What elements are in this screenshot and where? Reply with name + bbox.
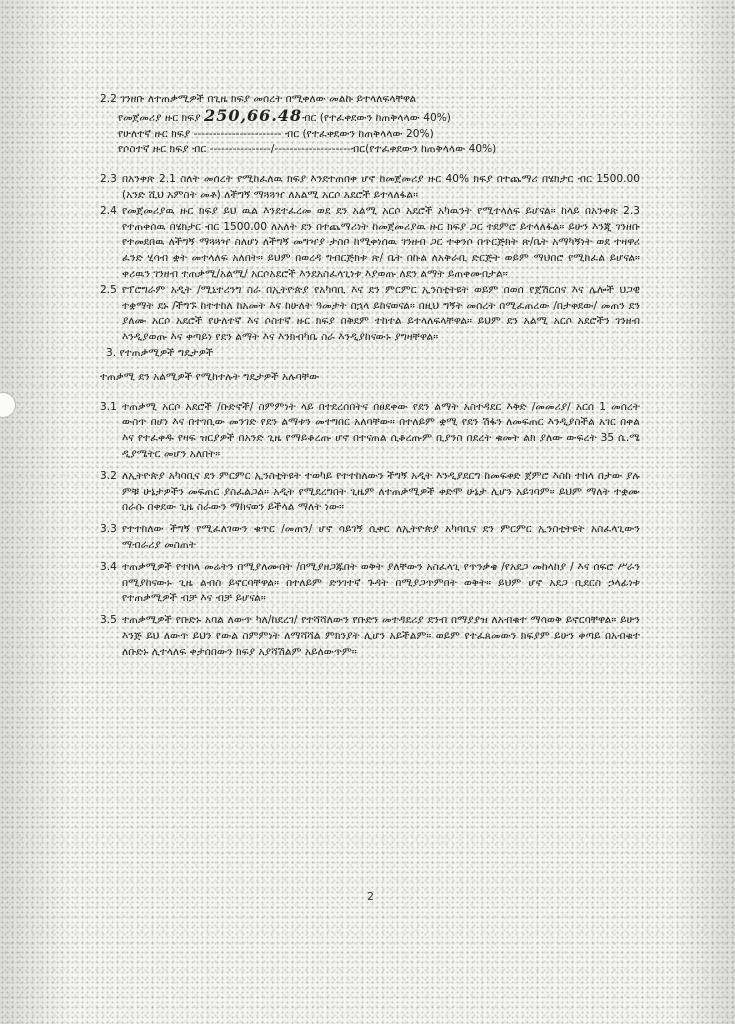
second-installment-line: የሁለተኛ ዙር ክፍያ ----------------------- ብር (የተፈቀደውን ከጠቅላላው 20%): [118, 127, 434, 140]
first-installment-prefix: የመጀመሪያ ዙር ክፍያ: [118, 111, 201, 124]
obligation-number: 3.2: [100, 469, 117, 482]
obligation-number: 3.4: [100, 560, 117, 573]
section-2-5: [100, 283, 640, 346]
obligation-text: ተጠቃሚዎች የተከላ መሬትን በሚያለሙበት /በሚያዘጋጁበት ወቅት ያለቸውን አስፈላጊ የጥንቃቄ /የአደጋ መከላከያ / እና ሰፍሮ ሥራን በሚያከናውኑ ጊዜ ልብስ ይኖርባቸዋል። በተለይም ድንገተኛ ጉዳት በሚያጋጥምበት ወቅት። ይህም ሆኖ አደጋ ቢደርስ ኃላፊነቱ የተጠቃሚዎች ብቻ እና ብቻ ይሆናል።: [122, 560, 640, 605]
section-2-2-title: ገንዘቡ ለተጠቃሚዎች በጊዜ ክፍያ መሰረት በሚቀለው መልኩ ይተላለፍላቸዋል: [120, 93, 417, 105]
obligation-number: 3.3: [100, 523, 117, 536]
obligation-text: ለኢትዮጵያ አካባቢና ደን ምርምር ኢንስቲትዩት ተወካይ የተተከለውን ችግኝ አዲት እንዲያደርግ ከመፍቀድ ጀምሮ እስከ ተከላ በታው ያሉ ምቹ ሁኔታዎችን መፍጠር ያስፈልጋል። አዲት የሚደረግበት ጊዜም ለተጠቃሚዎች ቀድሞ ሁኔታ ሊሆን አይገባም። ይህም ማለት ተቋሙ በራሱ በቀደው ጊዜ ስራውን ማከናወን ይችላል ማለት ነው።: [122, 469, 640, 514]
third-installment-line: የሶስተኛ ዙር ክፍያ ብር ----------------/--------------------ብር(የተፈቀደውን ከጠቅላላው 40%): [118, 143, 497, 156]
section-2-3-text: በአንቀጽ 2.1 ስለት መሰረት የሚከፈለዉ ክፍያ እንደተጠበቀ ሆኖ ከመጀመሪያ ዙር 40% ክፍያ በተጨማሪ በሄክታር ብር 1500.00 (አንድ ሺህ አምስት መቶ) ለችግኝ ማጓጓዣ ለአልሚ አርሶ አደሮች ይተላለፋል።: [122, 173, 640, 201]
document-body: [100, 92, 640, 667]
obligation-item: [100, 613, 640, 660]
section-2-3: [100, 172, 640, 204]
handwritten-amount: 250,66.48: [204, 107, 303, 125]
section-2-5-number: 2.5: [100, 283, 117, 296]
section-2-2: [100, 92, 640, 158]
section-2-2-title-line: [100, 92, 640, 108]
section-2-4-text: የመጀመሪያዉ ዙር ክፍያ ይህ ዉል እንደተፈረመ ወደ ደን አልሚ አርሶ አደሮች አካዉንት የሚተላለፍ ይሆናል። ከላይ በአንቀጽ 2.3 የተጠቀሰዉ በሄክታር ብር 1500.00 ለአለት ደን በተጨማሪነት ከመጀመሪያዉ ዙር ክፍያ ጋር ተደምሮ ይተላለፋል። ይሁን እንጂ ገንዘቡ የተመደበዉ ለችግኝ ማጓጓዣ ስለሆነ ለችግኝ መግዣያ ታስቦ ከሚቀነሰዉ ገንዘብ ጋር ተቀንሶ በጥርጅክት ጽ/ቤት አማካኝነት ወደ ተዛዋሪ ፈንድ ሂሳብ ቋት መተላለፍ አለበት። ይህም በወረዳ ግብርጅክቱ ጽ/ ቤት በኩል ለአቅራቢ ድርጅት ወይም ማህበሮ የሚከፈል ይሆናል። ቀሪዉን ገንዘብ ተጠቃሚ/አልሚ/ አርሶአደሮች እንደአስፈላጊነቱ እያወጡ ለደን ልማት ይጠቀሙበታል።: [122, 204, 640, 280]
first-installment-line: [100, 108, 640, 127]
obligation-number: 3.5: [100, 614, 117, 627]
obligation-number: 3.1: [100, 400, 117, 413]
obligation-item: [100, 400, 640, 463]
obligations-list: [100, 400, 640, 661]
scan-shadow-left: [0, 0, 70, 1024]
obligation-text: ተጠቃሚ አርሶ አደሮች /ቡድኖች/ ስምምነት ላይ በተደረሰበትና በፀደቀው የደን ልማት አስተዳደር እቅድ /መመሪያ/ አርሰ 1 መሰረት ውስጥ በሆነ እና በተገቢው መንገድ የደን ልማቱን መተግበር አለባቸው። በተለይም ቋሚ የደን ሽፋን ለመፍጠር እንዲያስችል አገር በቀል እና የተፈቀዱ የዛፍ ዝርያዎች በአንድ ጊዜ የማይቆረጡ ሆኖ በተናጠል ሲቆረጡም ቢያንስ በደረት ቁመት ልክ ያለው ውፍረት 35 ሴ.ሜ ዲያሜትር መሆን አለበት።: [122, 400, 640, 460]
obligation-text: የተተከለው ችግኝ የሚፈለገውን ቁጥር /መጠን/ ሆኖ ሳይገኝ ሲቀር ለኢትዮጵያ አካባቢና ደን ምርምር ኢንስቲትዩት አስፈላጊውን ማብራሪያ መስጠት: [122, 523, 640, 551]
section-3-heading: [100, 346, 640, 362]
section-2-3-number: 2.3: [100, 173, 117, 186]
section-2-2-number: 2.2: [100, 93, 117, 105]
section-2-4-number: 2.4: [100, 204, 117, 217]
section-2-5-text: የፕሮግራም አዲት /ሚኒተሪንግ ስራ በኢትዮጵያ የአካባቢ እና ደን ምርምር ኢንስቲትዩት ወይም በወሰ የጀሽርስና እና ሌሎች ህጋዊ ተቋማት ደኑ /ችግኙ ከተተከለ ከአመት እና ከሁለት ዓመታት በኋላ ይከናወናል። በዚህ ግኝት መሰረት በሚፈጠረው /በታቀደው/ መጠን ደን ያለሙ አርሶ አደሮች የሁለተኛ እና ሶስተኛ ዙር ክፍያ በቅደም ተከተል ይተላለፍላቸዋል። ይህም ደን አልሚ አርሶ አደሮችን ገንዘብ እንዲያወጡ እና ቀጣይነ የደን ልማት እና እንክብካቤ ስራ እንዲያከናውኑ ያግዛቸዋል።: [122, 283, 640, 344]
section-3-intro: ተጠቃሚ ደን አልሚዎች የሚከተሉት ግዴታዎች አሉባቸው: [100, 370, 320, 383]
first-installment-suffix: ብር (የተፈቀደውን ከጠቅላላው 40%): [302, 111, 451, 124]
section-3-title: የተጠቃሚዎች ግዴታዎች: [119, 346, 214, 359]
obligation-item: [100, 522, 640, 554]
obligation-item: [100, 560, 640, 607]
page-number: 2: [367, 890, 374, 903]
obligation-item: [100, 469, 640, 516]
section-3-number: 3.: [106, 346, 117, 359]
section-2-4: [100, 204, 640, 283]
scan-shadow-right: [675, 0, 735, 1024]
obligation-text: ተጠቃሚዎች የቡድኑ አባል ለውጥ ካለ/ከደረገ/ የተሻሻለውን የቡድን መተዳደሪያ ደንብ በማያያዝ ለአብቁተ ማሳወቅ ይኖርባቸዋል። ይሁን እንጅ ይህ ለውጥ ይህን የውል ስምምነት ለማሻሻል ምክንያት ሊሆን አይችልም። ወይም የተፈጸመውን ክፍያም ይሁን ቀጣይ በአብቁተ ለቡድኑ ሊተላለፍ ቀታሰበውን ክፍያ አያሻሽልም አይለውጥም።: [122, 614, 640, 658]
